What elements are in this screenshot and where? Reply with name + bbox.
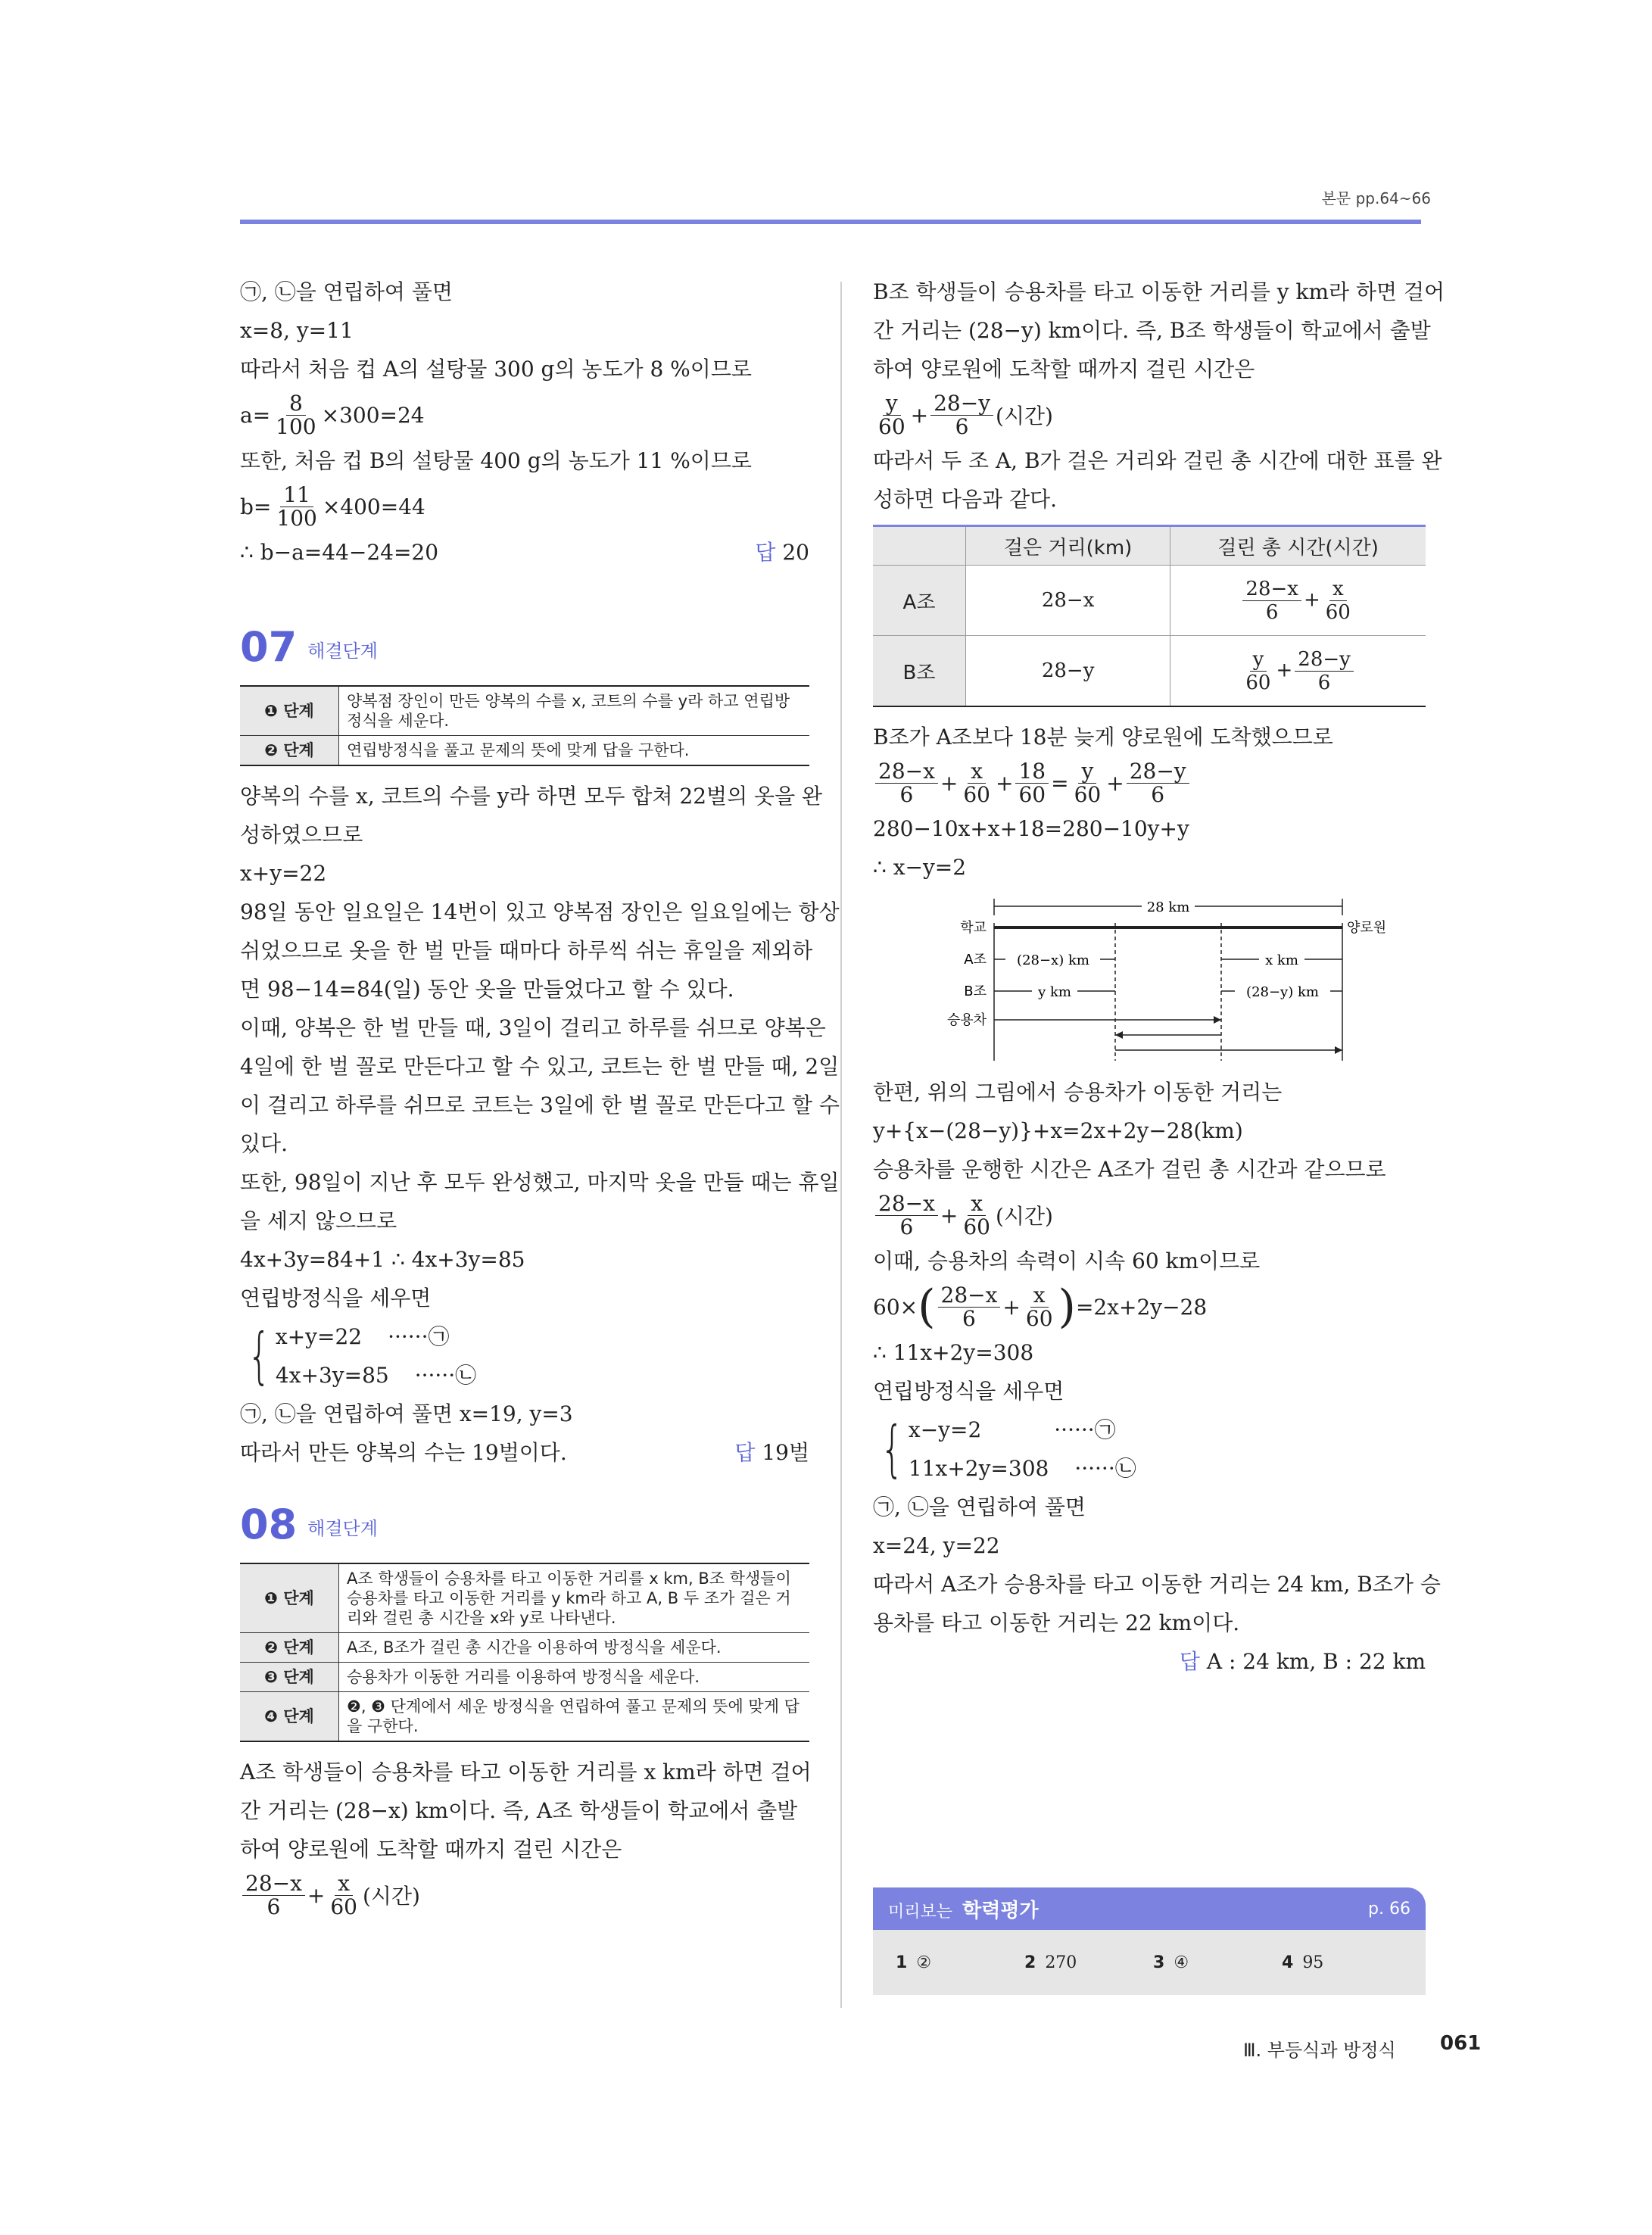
- text-line: 하여 양로원에 도착할 때까지 걸린 시간은: [873, 357, 1255, 382]
- text-line: 한편, 위의 그림에서 승용차가 이동한 거리는: [873, 1080, 1283, 1105]
- text-line: ㉠, ㉡을 연립하여 풀면 x=19, y=3: [240, 1401, 573, 1426]
- label-a-car: x km: [1265, 952, 1298, 968]
- table-cell: 28−x: [966, 566, 1170, 636]
- section-title: 해결단계: [307, 1518, 378, 1539]
- label-b-car: y km: [1038, 984, 1071, 1000]
- fraction: $\frac{x}{60}$: [330, 1870, 357, 1919]
- text-line: 을 세지 않으므로: [240, 1208, 397, 1233]
- row-header: A조: [873, 566, 966, 636]
- equation-car-time: $\frac{28-x}{6}$ + $\frac{x}{60}$ (시간): [873, 1189, 1426, 1242]
- section-07-header: [240, 625, 809, 670]
- table-corner: [873, 526, 966, 566]
- equation-system: [873, 1411, 1426, 1488]
- text-line: 이때, 양복은 한 벌 만들 때, 3일이 걸리고 하루를 쉬므로 양복은: [240, 1015, 826, 1040]
- preview-title-small: 미리보는: [888, 1902, 953, 1922]
- eq-rest: ×400=44: [322, 494, 425, 519]
- text-line: x=8, y=11: [240, 318, 354, 343]
- text-line: 승용차를 운행한 시간은 A조가 걸린 총 시간과 같으므로: [873, 1157, 1386, 1182]
- route-diagram: [873, 893, 1426, 1067]
- label-b-walk: (28−y) km: [1246, 984, 1319, 1000]
- label-row-a: A조: [964, 952, 987, 968]
- equation-time-a: $\frac{28-x}{6}$ + $\frac{x}{60}$ (시간): [240, 1869, 809, 1922]
- text-line: 따라서 처음 컵 A의 설탕물 300 g의 농도가 8 %이므로: [240, 357, 752, 382]
- text-line: x=24, y=22: [873, 1533, 1000, 1558]
- step-text: A조, B조가 걸린 총 시간을 이용하여 방정식을 세운다.: [339, 1633, 810, 1663]
- step-text: 양복점 장인이 만든 양복의 수를 x, 코트의 수를 y라 하고 연립방정식을 세운다.: [339, 686, 810, 736]
- fraction: $\frac{y}{60}$: [878, 390, 905, 439]
- eq-tag: ······㉡: [414, 1363, 477, 1388]
- text-line: ㉠, ㉡을 연립하여 풀면: [240, 279, 453, 304]
- table-row: [873, 566, 1426, 636]
- system-eq: 11x+2y=308: [908, 1456, 1049, 1481]
- section-number: 08: [240, 1501, 298, 1548]
- answer: 답 20: [755, 540, 809, 565]
- text-line: 연립방정식을 세우면: [240, 1286, 432, 1311]
- text-line: 양복의 수를 x, 코트의 수를 y라 하면 모두 합쳐 22벌의 옷을 완: [240, 784, 823, 809]
- step-label: ❶ 단계: [240, 686, 339, 736]
- text-line: B조가 A조보다 18분 늦게 양로원에 도착했으므로: [873, 725, 1333, 750]
- text-line: 있다.: [240, 1131, 288, 1156]
- eq-lhs: a=: [240, 402, 271, 428]
- step-label: ❷ 단계: [240, 736, 339, 766]
- text-line: 성하였으므로: [240, 822, 363, 847]
- text-line: 간 거리는 (28−x) km이다. 즉, A조 학생들이 학교에서 출발: [240, 1798, 798, 1823]
- equation-arrival: $\frac{28-x}{6}$ + $\frac{x}{60}$ + $\frac{18}{60}$ = $\frac{y}{60}$ + $\frac{28-y}{6}$: [873, 756, 1426, 809]
- text-line: B조 학생들이 승용차를 타고 이동한 거리를 y km라 하면 걸어: [873, 279, 1445, 304]
- section-08-header: [240, 1502, 809, 1548]
- text-line: 성하면 다음과 같다.: [873, 487, 1058, 512]
- text-line: 하여 양로원에 도착할 때까지 걸린 시간은: [240, 1837, 622, 1862]
- text-line: 4x+3y=84+1 ∴ 4x+3y=85: [240, 1247, 525, 1272]
- step-text: ❷, ❸ 단계에서 세운 방정식을 연립하여 풀고 문제의 뜻에 맞게 답을 구한다.: [339, 1692, 810, 1742]
- equation-a: [240, 388, 809, 441]
- label-row-car: 승용차: [946, 1012, 987, 1028]
- text-line: y+{x−(28−y)}+x=2x+2y−28(km): [873, 1118, 1243, 1143]
- text-line: 이때, 승용차의 속력이 시속 60 km이므로: [873, 1248, 1261, 1273]
- preview-page: p. 66: [1368, 1899, 1410, 1919]
- text-line: ㉠, ㉡을 연립하여 풀면: [873, 1495, 1086, 1520]
- answer-item: 1 ②: [896, 1953, 932, 1972]
- answer-label: 답: [1179, 1649, 1200, 1674]
- eq-rest: ×300=24: [321, 402, 425, 428]
- preview-header: [873, 1887, 1426, 1930]
- equation-time-b: $\frac{y}{60}$ + $\frac{28-y}{6}$ (시간): [873, 388, 1426, 441]
- text-line: 따라서 만든 양복의 수는 19벌이다. 답 19벌: [240, 1433, 809, 1472]
- section-title: 해결단계: [307, 641, 378, 662]
- step-label: ❶ 단계: [240, 1563, 339, 1633]
- table-cell: $\frac{y}{60}$ + $\frac{28-y}{6}$: [1170, 636, 1426, 707]
- text-line: 간 거리는 (28−y) km이다. 즉, B조 학생들이 학교에서 출발: [873, 318, 1431, 343]
- label-row-b: B조: [964, 983, 987, 999]
- text-line: ∴ x−y=2: [873, 855, 967, 880]
- steps-table-07: [240, 685, 809, 766]
- text-line: 98일 동안 일요일은 14번이 있고 양복점 장인은 일요일에는 항상: [240, 899, 840, 924]
- section-number: 07: [240, 623, 298, 671]
- brace: {: [248, 1320, 271, 1391]
- preview-answers: [873, 1930, 1426, 1995]
- answer-item: 2 270: [1024, 1953, 1077, 1972]
- eq-tag: ······㉠: [388, 1324, 450, 1349]
- system-eq: x−y=2: [908, 1417, 982, 1442]
- brace: {: [881, 1414, 904, 1484]
- left-column: [240, 273, 840, 1922]
- answer-line: [873, 1642, 1426, 1681]
- answer-item: 3 ④: [1153, 1953, 1189, 1972]
- equation-speed: 60× ( $\frac{28-x}{6}$ + $\frac{x}{60}$ ) =2x+2y−28: [873, 1280, 1208, 1333]
- fraction: $\frac{11}{100}$: [276, 482, 317, 531]
- eq-tag: ······㉡: [1074, 1456, 1136, 1481]
- text-line: 또한, 처음 컵 B의 설탕물 400 g의 농도가 11 %이므로: [240, 448, 752, 473]
- footer-section: Ⅲ. 부등식과 방정식: [1243, 2040, 1396, 2061]
- label-a-walk: (28−x) km: [1017, 952, 1089, 968]
- steps-table-08: [240, 1563, 809, 1742]
- text-line: A조 학생들이 승용차를 타고 이동한 거리를 x km라 하면 걸어: [240, 1760, 812, 1785]
- text-line: 따라서 두 조 A, B가 걸은 거리와 걸린 총 시간에 대한 표를 완: [873, 448, 1442, 473]
- step-text: A조 학생들이 승용차를 타고 이동한 거리를 x km, B조 학생들이 승용차를 타고 이동한 거리를 y km라 하고 A, B 두 조가 걸은 거리와 걸린 총 시간을 x와 y로 나타낸다.: [339, 1563, 810, 1633]
- row-header: B조: [873, 636, 966, 707]
- step-label: ❷ 단계: [240, 1633, 339, 1663]
- column-divider: [840, 282, 842, 2008]
- label-school: 학교: [960, 920, 987, 936]
- table-cell: 28−y: [966, 636, 1170, 707]
- eq-lhs: b=: [240, 494, 272, 519]
- preview-box: [873, 1887, 1426, 1995]
- step-label: ❹ 단계: [240, 1692, 339, 1742]
- text-line: 280−10x+x+18=280−10y+y: [873, 816, 1189, 841]
- right-column: [873, 273, 1445, 1681]
- text-line: 쉬었으므로 옷을 한 벌 만들 때마다 하루씩 쉬는 휴일을 제외하: [240, 938, 813, 963]
- distance-time-table: [873, 525, 1426, 707]
- answer-value: A : 24 km, B : 22 km: [1206, 1649, 1426, 1674]
- step-text: 연립방정식을 풀고 문제의 뜻에 맞게 답을 구한다.: [339, 736, 810, 766]
- table-header: 걸린 총 시간(시간): [1170, 526, 1426, 566]
- text-line: 용차를 타고 이동한 거리는 22 km이다.: [873, 1610, 1240, 1635]
- text-line: 면 98−14=84(일) 동안 옷을 만들었다고 할 수 있다.: [240, 977, 734, 1002]
- step-text: 승용차가 이동한 거리를 이용하여 방정식을 세운다.: [339, 1663, 810, 1692]
- text-line: x+y=22: [240, 861, 327, 886]
- text-line: 4일에 한 벌 꼴로 만든다고 할 수 있고, 코트는 한 벌 만들 때, 2일: [240, 1054, 840, 1079]
- fraction: $\frac{28-x}{6}$: [242, 1872, 305, 1919]
- text-line: 연립방정식을 세우면: [873, 1379, 1064, 1404]
- text-line: ∴ b−a=44−24=20 답 20: [240, 533, 809, 572]
- text-line: 또한, 98일이 지난 후 모두 완성했고, 마지막 옷을 만들 때는 휴일: [240, 1170, 840, 1195]
- header-rule: [240, 220, 1421, 224]
- preview-title: 학력평가: [962, 1899, 1039, 1922]
- table-cell: $\frac{28-x}{6}$ + $\frac{x}{60}$: [1170, 566, 1426, 636]
- table-row: [873, 636, 1426, 707]
- eq-tag: ······㉠: [1054, 1417, 1116, 1442]
- system-eq: x+y=22: [275, 1324, 363, 1349]
- table-header: 걸은 거리(km): [966, 526, 1170, 566]
- step-label: ❸ 단계: [240, 1663, 339, 1692]
- answer: 답 19벌: [734, 1440, 809, 1465]
- equation-system: [240, 1317, 809, 1395]
- page-reference: 본문 pp.64~66: [1321, 189, 1431, 207]
- text-line: 이 걸리고 하루를 쉬므로 코트는 3일에 한 벌 꼴로 만든다고 할 수: [240, 1093, 840, 1118]
- fraction: $\frac{28-y}{6}$: [930, 392, 993, 438]
- equation-b: [240, 480, 809, 533]
- page-number: 061: [1440, 2032, 1482, 2055]
- text-line: 따라서 A조가 승용차를 타고 이동한 거리는 24 km, B조가 승: [873, 1572, 1441, 1597]
- answer-item: 4 95: [1282, 1953, 1324, 1972]
- text-line: ∴ 11x+2y=308: [873, 1340, 1034, 1365]
- label-total: 28 km: [1146, 899, 1190, 915]
- system-eq: 4x+3y=85: [275, 1363, 389, 1388]
- fraction: $\frac{8}{100}$: [276, 390, 316, 439]
- label-home: 양로원: [1347, 920, 1387, 936]
